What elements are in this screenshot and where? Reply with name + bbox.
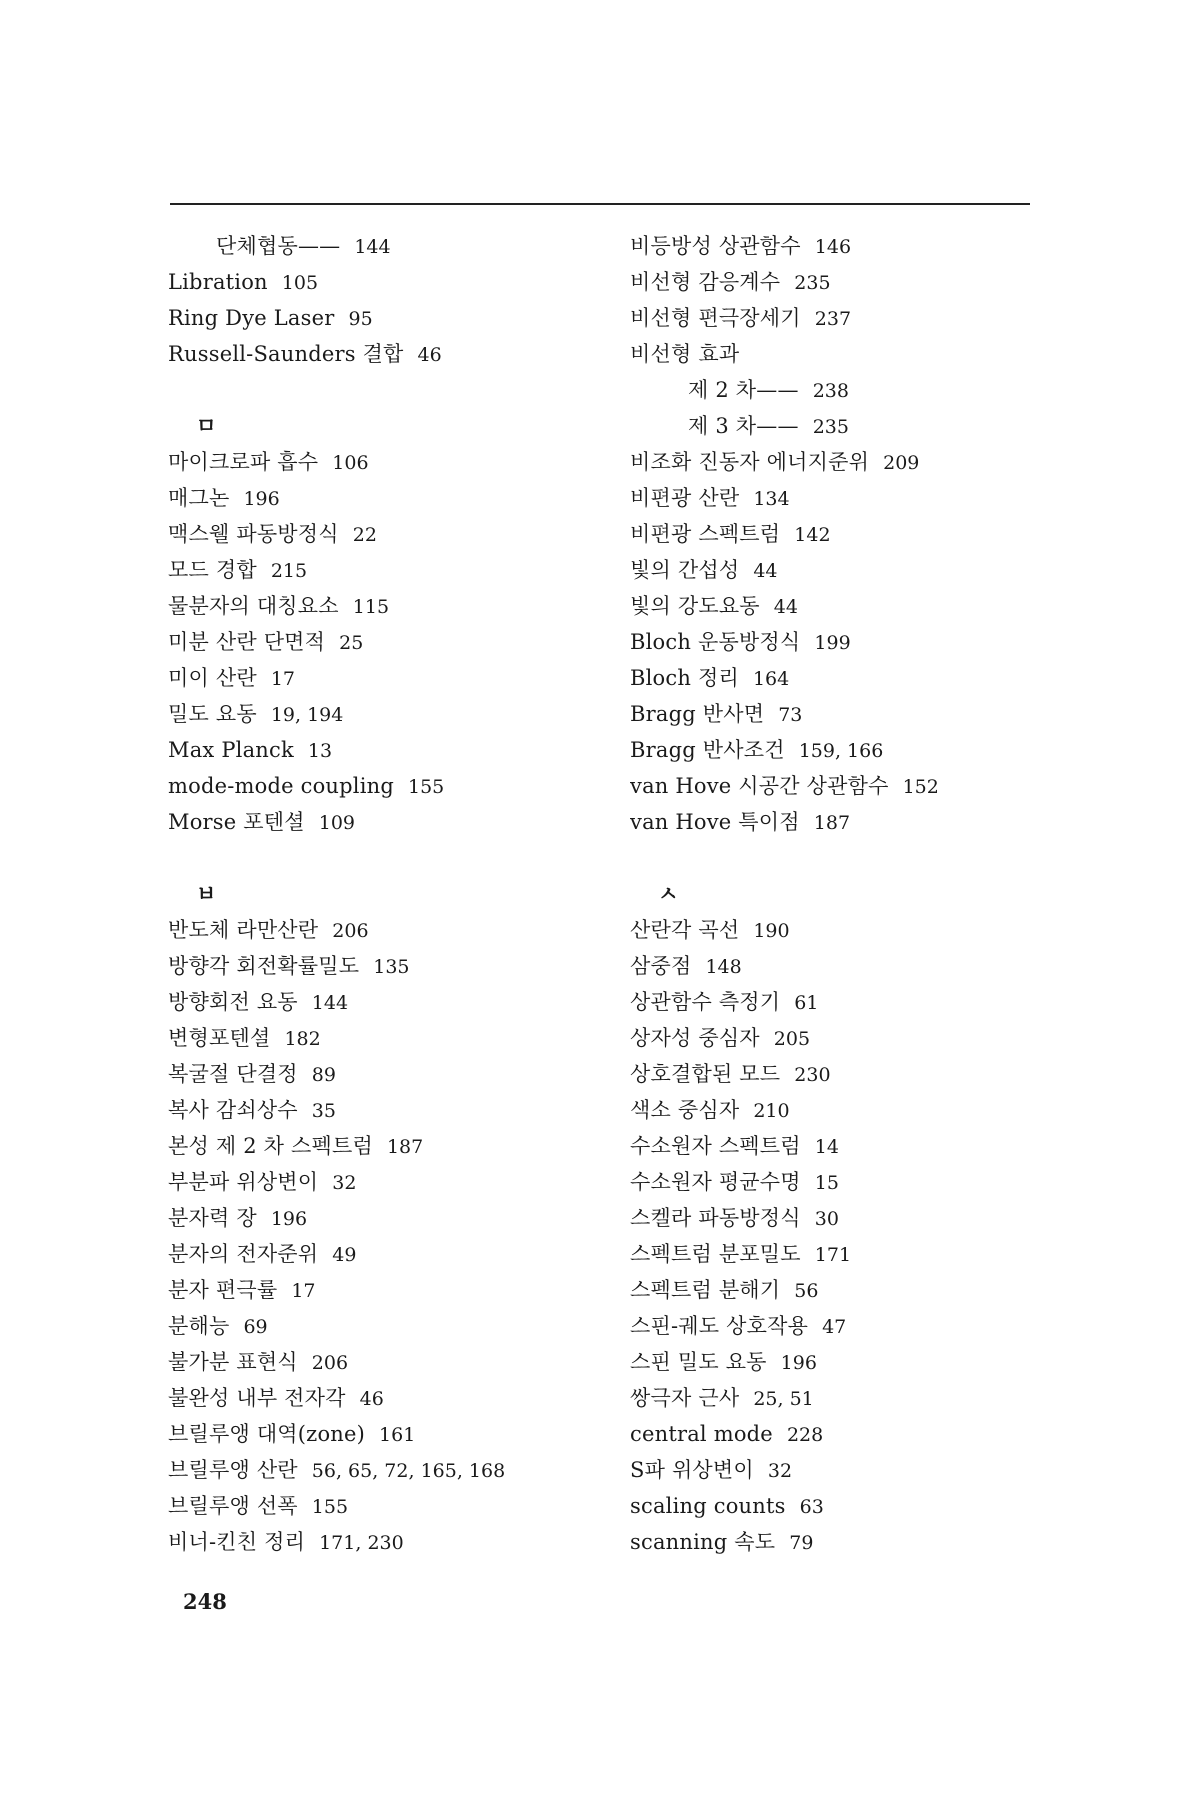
index-pages: 155 [408, 776, 445, 798]
index-term: 단체협동—— [216, 234, 341, 258]
index-entry [168, 552, 588, 588]
index-pages: 89 [311, 1064, 336, 1086]
index-entry [168, 480, 588, 516]
index-pages: 25, 51 [753, 1388, 814, 1410]
index-term: 분자의 전자준위 [168, 1242, 319, 1266]
index-entry [168, 228, 588, 264]
index-entry [168, 1452, 588, 1488]
index-term: 불완성 내부 전자각 [168, 1386, 346, 1410]
index-pages: 32 [767, 1460, 793, 1482]
index-term: 브릴루앵 선폭 [168, 1494, 298, 1518]
index-term: scanning 속도 [630, 1530, 776, 1554]
index-term: mode-mode coupling [168, 774, 394, 798]
index-pages: 61 [794, 992, 819, 1014]
index-pages: 25 [339, 632, 364, 654]
index-term: 변형포텐셜 [168, 1026, 271, 1050]
index-pages: 206 [332, 920, 369, 942]
index-pages: 63 [799, 1496, 824, 1518]
index-entry [168, 984, 588, 1020]
index-entry [630, 624, 1050, 660]
index-entry [630, 1272, 1050, 1308]
index-pages: 148 [705, 956, 742, 978]
index-pages: 146 [814, 236, 852, 258]
index-entry [168, 1344, 588, 1380]
index-term: 물분자의 대칭요소 [168, 594, 339, 618]
index-term: 분해능 [168, 1314, 230, 1338]
index-pages: 49 [332, 1244, 357, 1266]
index-term: 비편광 스펙트럼 [630, 522, 781, 546]
index-entry [630, 660, 1050, 696]
index-pages: 159, 166 [798, 740, 884, 762]
index-pages: 73 [778, 704, 803, 726]
index-entry [168, 264, 588, 300]
index-entry [168, 696, 588, 732]
index-term: 비조화 진동자 에너지준위 [630, 450, 870, 474]
index-entry [630, 948, 1050, 984]
index-pages: 182 [284, 1028, 321, 1050]
index-entry [168, 1488, 588, 1524]
index-pages: 109 [318, 812, 355, 834]
index-term: 수소원자 평균수명 [630, 1170, 801, 1194]
index-term: 브릴루앵 대역(zone) [168, 1422, 366, 1446]
index-term: van Hove 시공간 상관함수 [630, 774, 889, 798]
index-entry [168, 732, 588, 768]
index-pages: 199 [814, 632, 851, 654]
index-entry [630, 1236, 1050, 1272]
index-term: 복굴절 단결정 [168, 1062, 298, 1086]
index-pages: 44 [773, 596, 798, 618]
index-pages: 228 [786, 1424, 824, 1446]
index-term: 색소 중심자 [630, 1098, 740, 1122]
index-pages: 56, 65, 72, 165, 168 [311, 1460, 506, 1482]
index-term: 밀도 요동 [168, 702, 257, 726]
index-term: scaling counts [630, 1494, 786, 1518]
section-heading: ㅂ [196, 881, 217, 906]
index-entry [630, 1488, 1050, 1524]
index-entry [168, 516, 588, 552]
index-pages: 32 [332, 1172, 357, 1194]
index-term: 부분파 위상변이 [168, 1170, 319, 1194]
index-pages: 171 [814, 1244, 852, 1266]
index-pages: 44 [753, 560, 778, 582]
index-term: Bloch 정리 [630, 666, 739, 690]
index-term: 분자력 장 [168, 1206, 257, 1230]
index-pages: 230 [794, 1064, 831, 1086]
index-entry [630, 696, 1050, 732]
index-term: 방향각 회전확률밀도 [168, 954, 360, 978]
index-term: 스핀-궤도 상호작용 [630, 1314, 809, 1338]
index-term: 맥스웰 파동방정식 [168, 522, 339, 546]
index-pages: 171, 230 [319, 1532, 404, 1554]
index-pages: 196 [270, 1208, 308, 1230]
index-term: Max Planck [168, 738, 294, 762]
index-pages: 106 [332, 452, 369, 474]
index-entry [168, 1164, 588, 1200]
index-term: Libration [168, 270, 268, 294]
index-pages: 235 [812, 416, 849, 438]
index-term: 산란각 곡선 [630, 918, 740, 942]
index-entry [630, 1380, 1050, 1416]
index-entry [630, 1416, 1050, 1452]
index-entry [630, 480, 1050, 516]
index-entry [630, 1128, 1050, 1164]
index-term: 비너-킨친 정리 [168, 1530, 306, 1554]
page-number: 248 [183, 1589, 227, 1614]
index-entry [630, 444, 1050, 480]
index-entry [630, 1092, 1050, 1128]
index-entry [168, 1380, 588, 1416]
index-pages: 17 [270, 668, 296, 690]
index-term: 마이크로파 흡수 [168, 450, 319, 474]
index-term: Bragg 반사면 [630, 702, 765, 726]
index-pages: 47 [822, 1316, 847, 1338]
index-pages: 237 [814, 308, 852, 330]
index-term: 스켈라 파동방정식 [630, 1206, 801, 1230]
index-term: 비선형 효과 [630, 342, 740, 366]
index-pages: 209 [883, 452, 920, 474]
index-pages: 206 [311, 1352, 349, 1374]
index-entry [168, 300, 588, 336]
index-entry [630, 264, 1050, 300]
index-entry [630, 1452, 1050, 1488]
index-pages: 238 [812, 380, 849, 402]
index-entry [168, 1524, 588, 1560]
index-pages: 14 [814, 1136, 839, 1158]
index-term: 복사 감쇠상수 [168, 1098, 298, 1122]
index-term: 모드 경합 [168, 558, 257, 582]
index-entry [630, 1524, 1050, 1560]
section-gap [630, 840, 1050, 876]
index-column-right [630, 228, 1050, 1560]
index-term: Ring Dye Laser [168, 306, 335, 330]
index-term: S파 위상변이 [630, 1458, 754, 1482]
index-entry [630, 552, 1050, 588]
index-term: 불가분 표현식 [168, 1350, 298, 1374]
index-pages: 196 [780, 1352, 817, 1374]
top-rule [170, 203, 1030, 205]
index-entry [168, 768, 588, 804]
index-pages: 19, 194 [270, 704, 344, 726]
index-pages: 235 [794, 272, 831, 294]
index-pages: 56 [794, 1280, 819, 1302]
index-term: 반도체 라만산란 [168, 918, 319, 942]
index-entry [168, 1200, 588, 1236]
index-entry [630, 1164, 1050, 1200]
index-pages: 155 [311, 1496, 349, 1518]
index-term: 삼중점 [630, 954, 692, 978]
index-term: 본성 제 2 차 스펙트럼 [168, 1134, 373, 1158]
index-entry [630, 1056, 1050, 1092]
index-entry [630, 1020, 1050, 1056]
index-pages: 161 [379, 1424, 416, 1446]
index-pages: 13 [307, 740, 333, 762]
index-term: 스펙트럼 분해기 [630, 1278, 781, 1302]
index-entry [168, 1092, 588, 1128]
index-entry [630, 588, 1050, 624]
index-entry [168, 1236, 588, 1272]
index-term: 분자 편극률 [168, 1278, 278, 1302]
index-term: 수소원자 스펙트럼 [630, 1134, 801, 1158]
index-term: Bragg 반사조건 [630, 738, 785, 762]
index-pages: 95 [348, 308, 373, 330]
index-pages: 46 [417, 344, 442, 366]
index-term: 매그논 [168, 486, 230, 510]
index-term: 미분 산란 단면적 [168, 630, 326, 654]
index-term: van Hove 특이점 [630, 810, 800, 834]
index-column-left [168, 228, 588, 1560]
index-term: 쌍극자 근사 [630, 1386, 740, 1410]
index-term: 상자성 중심자 [630, 1026, 760, 1050]
index-pages: 215 [270, 560, 308, 582]
index-term: 빛의 간섭성 [630, 558, 740, 582]
index-entry [168, 1272, 588, 1308]
index-term: 스펙트럼 분포밀도 [630, 1242, 801, 1266]
index-pages: 210 [753, 1100, 790, 1122]
index-pages: 196 [243, 488, 280, 510]
index-entry [630, 804, 1050, 840]
index-entry [630, 408, 1050, 444]
index-pages: 187 [813, 812, 851, 834]
index-entry [630, 732, 1050, 768]
index-entry [168, 1056, 588, 1092]
index-entry [168, 624, 588, 660]
index-pages: 69 [243, 1316, 268, 1338]
index-term: central mode [630, 1422, 773, 1446]
section-heading: ㅅ [658, 881, 679, 906]
section-gap [168, 372, 588, 408]
index-pages: 187 [386, 1136, 424, 1158]
index-term: Russell-Saunders 결합 [168, 342, 404, 366]
index-entry [168, 804, 588, 840]
index-pages: 190 [753, 920, 790, 942]
index-entry [168, 660, 588, 696]
index-term: Bloch 운동방정식 [630, 630, 801, 654]
index-entry [168, 948, 588, 984]
index-term: 비편광 산란 [630, 486, 740, 510]
index-entry [168, 1128, 588, 1164]
index-pages: 152 [902, 776, 939, 798]
index-pages: 115 [352, 596, 390, 618]
index-pages: 142 [794, 524, 831, 546]
index-pages: 35 [311, 1100, 336, 1122]
index-entry [630, 1308, 1050, 1344]
index-term: 스핀 밀도 요동 [630, 1350, 767, 1374]
index-pages: 135 [373, 956, 410, 978]
index-pages: 134 [753, 488, 790, 510]
index-entry [168, 1020, 588, 1056]
index-entry [168, 912, 588, 948]
index-entry [630, 372, 1050, 408]
index-term: 상호결합된 모드 [630, 1062, 781, 1086]
index-term: Morse 포텐셜 [168, 810, 305, 834]
index-entry [630, 1200, 1050, 1236]
index-entry [630, 768, 1050, 804]
index-entry [630, 984, 1050, 1020]
index-pages: 144 [311, 992, 349, 1014]
index-entry [630, 516, 1050, 552]
section-heading: ㅁ [196, 413, 217, 438]
index-term: 미이 산란 [168, 666, 257, 690]
index-pages: 30 [814, 1208, 839, 1230]
index-entry [630, 336, 1050, 372]
index-entry [630, 1344, 1050, 1380]
index-pages: 22 [352, 524, 377, 546]
index-pages: 79 [789, 1532, 814, 1554]
index-term: 빛의 강도요동 [630, 594, 760, 618]
index-term: 비선형 감응계수 [630, 270, 781, 294]
section-gap [168, 840, 588, 876]
index-entry [168, 588, 588, 624]
index-term: 제 3 차—— [688, 414, 799, 438]
index-pages: 164 [752, 668, 790, 690]
index-pages: 105 [281, 272, 319, 294]
index-entry [630, 228, 1050, 264]
index-term: 방향회전 요동 [168, 990, 298, 1014]
index-pages: 15 [814, 1172, 839, 1194]
index-term: 상관함수 측정기 [630, 990, 781, 1014]
index-pages: 46 [359, 1388, 384, 1410]
index-pages: 144 [354, 236, 391, 258]
index-entry [168, 1416, 588, 1452]
index-pages: 17 [291, 1280, 316, 1302]
index-term: 브릴루앵 산란 [168, 1458, 298, 1482]
index-entry [168, 1308, 588, 1344]
index-entry [168, 444, 588, 480]
index-term: 비선형 편극장세기 [630, 306, 801, 330]
index-pages: 205 [773, 1028, 811, 1050]
index-entry [168, 336, 588, 372]
index-term: 제 2 차—— [688, 378, 799, 402]
index-term: 비등방성 상관함수 [630, 234, 801, 258]
index-entry [630, 300, 1050, 336]
index-entry [630, 912, 1050, 948]
